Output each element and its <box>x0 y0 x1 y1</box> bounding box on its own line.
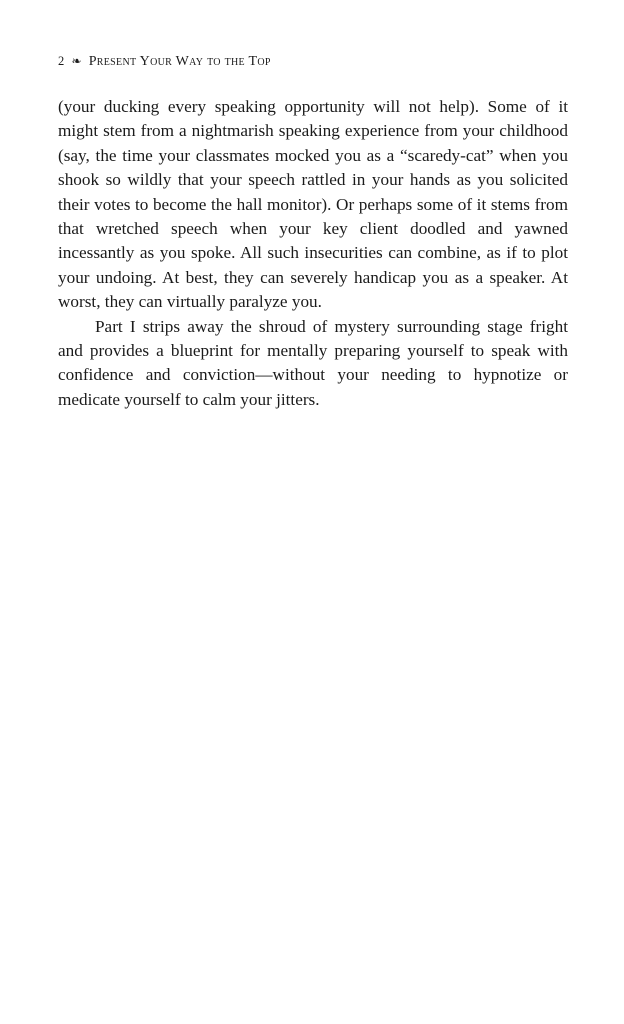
running-title: Present Your Way to the Top <box>88 54 271 69</box>
paragraph-continued: (your ducking every speaking opportunity will not help). Some of it might stem from a nightmarish speaking experience from your childhood (say, the time your classmates mocked you as a “scaredy-cat” when you shook so wildly that your speech rattled in your hands as you solicited their votes to become the hall monitor). Or perhaps some of it stems from that wretched speech when your key client doodled and yawned incessantly as you spoke. All such insecurities can combine, as if to plot your undoing. At best, they can severely handicap you as a speaker. At worst, they can virtually paralyze you. <box>58 97 568 312</box>
paragraph-part-one: Part I strips away the shroud of mystery surrounding stage fright and provides a blueprint for mentally preparing yourself to speak with confidence and conviction—without your needing to hypnotize or medicate yourself to calm your jitters. <box>58 316 568 409</box>
book-page <box>58 54 568 412</box>
fleuron-ornament-icon: ❧ <box>71 54 82 68</box>
body-text <box>58 95 568 412</box>
page-number: 2 <box>58 54 65 68</box>
running-head <box>58 54 568 74</box>
